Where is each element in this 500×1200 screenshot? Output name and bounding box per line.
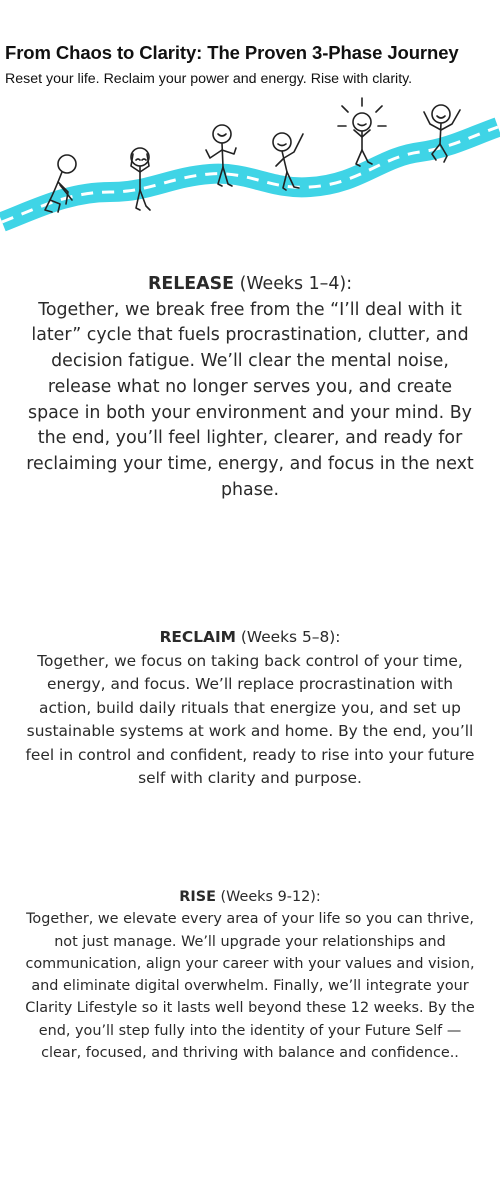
rise-description: Together, we elevate every area of your life so you can thrive, not just manage. We’ll upgrade your relationships and communication, align your career with your values and vision, and eliminate digital overwhelm. Finally, we’ll integrate your Clarity Lifestyle so it lasts well beyond these 12 weeks. By the end, you’ll step fully into the identity of your Future Self — clear, focused, and thriving with balance and confidence.. [25, 911, 475, 1062]
reclaim-description: Together, we focus on taking back control of your time, energy, and focus. We’ll replace procrastination with action, build daily rituals that energize you, and set up sustainable systems at work and home. By the end, you’ll feel in control and confident, ready to rise into your future self with clarity and purpose. [25, 651, 475, 787]
reclaim-weeks: (Weeks 5–8): [235, 628, 341, 646]
page-title: From Chaos to Clarity: The Proven 3-Phase Journey [5, 42, 459, 63]
reclaim-heading [20, 626, 480, 650]
rise-weeks: (Weeks 9-12): [215, 889, 321, 905]
reclaim-section [20, 626, 480, 791]
rise-heading [20, 886, 480, 908]
road-shape [2, 127, 498, 222]
stick-figures-on-winding-road-icon [0, 92, 500, 247]
release-heading [20, 272, 480, 298]
rise-title: RISE [179, 889, 216, 905]
reclaim-title: RECLAIM [159, 628, 236, 646]
release-title: RELEASE [147, 274, 235, 294]
release-weeks: (Weeks 1–4): [234, 274, 353, 294]
release-description: Together, we break free from the “I’ll deal with it later” cycle that fuels procrastination, clutter, and decision fatigue. We’ll clear the mental noise, release what no longer serves you, and create space in both your environment and your mind. By the end, you’ll feel lighter, clearer, and ready for reclaiming your time, energy, and focus in the next phase. [26, 299, 474, 500]
release-section [20, 272, 480, 503]
page-subtitle: Reset your life. Reclaim your power and energy. Rise with clarity. [5, 71, 413, 87]
rise-section [20, 886, 480, 1064]
